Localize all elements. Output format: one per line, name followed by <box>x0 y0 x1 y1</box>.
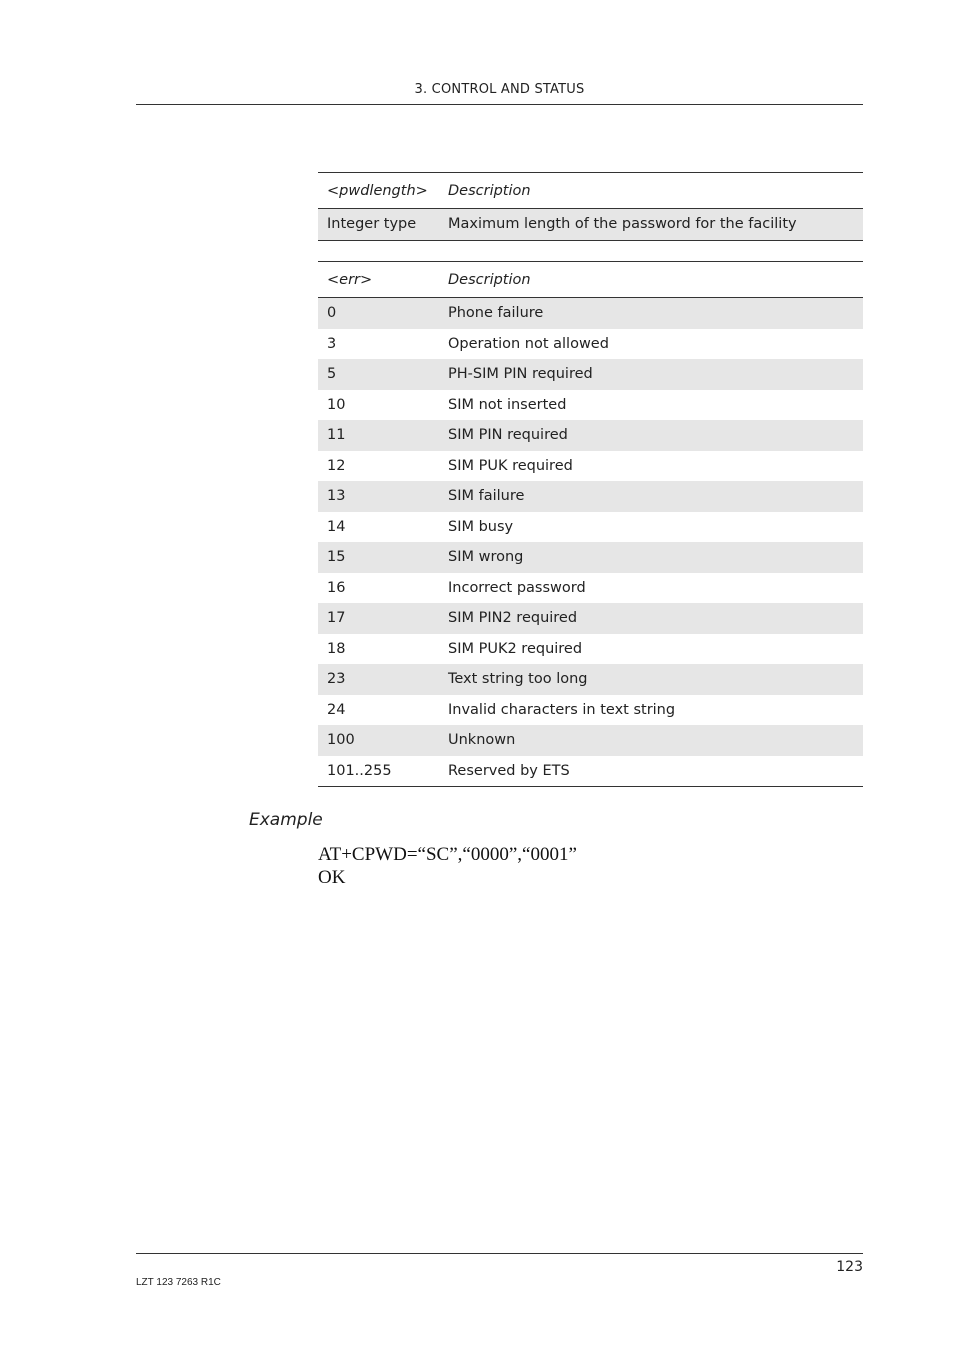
error-description: Invalid characters in text string <box>448 701 676 718</box>
param-description: Maximum length of the password for the facility <box>448 216 797 233</box>
error-description: Phone failure <box>448 305 544 322</box>
error-description: SIM not inserted <box>448 396 567 413</box>
error-code: 13 <box>327 488 346 505</box>
table-row <box>318 725 863 756</box>
example-response-line: OK <box>318 867 346 888</box>
pwdlength-table <box>318 172 863 241</box>
error-description: PH-SIM PIN required <box>448 366 593 383</box>
error-description: Unknown <box>448 732 516 749</box>
error-description: SIM PIN2 required <box>448 610 578 627</box>
table-row <box>318 573 863 604</box>
table-row <box>318 481 863 512</box>
example-heading: Example <box>249 810 323 830</box>
error-code: 0 <box>327 305 337 322</box>
error-code: 3 <box>327 335 337 352</box>
error-code: 12 <box>327 457 346 474</box>
error-code: 16 <box>327 579 346 596</box>
table-row <box>318 756 863 787</box>
table-row <box>318 390 863 421</box>
table-row <box>318 542 863 573</box>
column-header-description: Description <box>448 182 531 199</box>
error-description: Reserved by ETS <box>448 762 570 779</box>
error-code: 11 <box>327 427 346 444</box>
error-code: 15 <box>327 549 346 566</box>
param-value: Integer type <box>327 216 417 233</box>
header-rule <box>136 104 863 105</box>
error-code: 17 <box>327 610 346 627</box>
table-row <box>318 209 863 241</box>
error-description: SIM PUK required <box>448 457 573 474</box>
error-code: 23 <box>327 671 346 688</box>
error-description: Text string too long <box>448 671 588 688</box>
error-code: 100 <box>327 732 355 749</box>
error-description: SIM PUK2 required <box>448 640 583 657</box>
table-header-row <box>318 262 863 298</box>
table-row <box>318 695 863 726</box>
error-description: Incorrect password <box>448 579 586 596</box>
table-row <box>318 634 863 665</box>
error-code: 18 <box>327 640 346 657</box>
table-row <box>318 420 863 451</box>
error-description: Operation not allowed <box>448 335 609 352</box>
table-row <box>318 512 863 543</box>
column-header-parameter: <pwdlength> <box>327 182 428 199</box>
err-table <box>318 261 863 787</box>
table-header-row <box>318 173 863 209</box>
footer-rule <box>136 1253 863 1254</box>
error-code: 101..255 <box>327 762 392 779</box>
table-row <box>318 603 863 634</box>
example-command-line: AT+CPWD=“SC”,“0000”,“0001” <box>318 844 577 865</box>
column-header-description: Description <box>448 271 531 288</box>
table-row <box>318 298 863 329</box>
error-description: SIM wrong <box>448 549 524 566</box>
table-row <box>318 451 863 482</box>
document-id: LZT 123 7263 R1C <box>136 1277 221 1288</box>
error-description: SIM PIN required <box>448 427 568 444</box>
error-code: 24 <box>327 701 346 718</box>
table-row <box>318 359 863 390</box>
column-header-parameter: <err> <box>327 271 373 288</box>
example-code <box>318 843 577 889</box>
error-description: SIM failure <box>448 488 525 505</box>
running-header: 3. CONTROL AND STATUS <box>414 82 585 97</box>
error-code: 5 <box>327 366 337 383</box>
error-description: SIM busy <box>448 518 514 535</box>
table-row <box>318 329 863 360</box>
error-code: 14 <box>327 518 346 535</box>
page-number: 123 <box>836 1259 863 1275</box>
error-code: 10 <box>327 396 346 413</box>
table-row <box>318 664 863 695</box>
